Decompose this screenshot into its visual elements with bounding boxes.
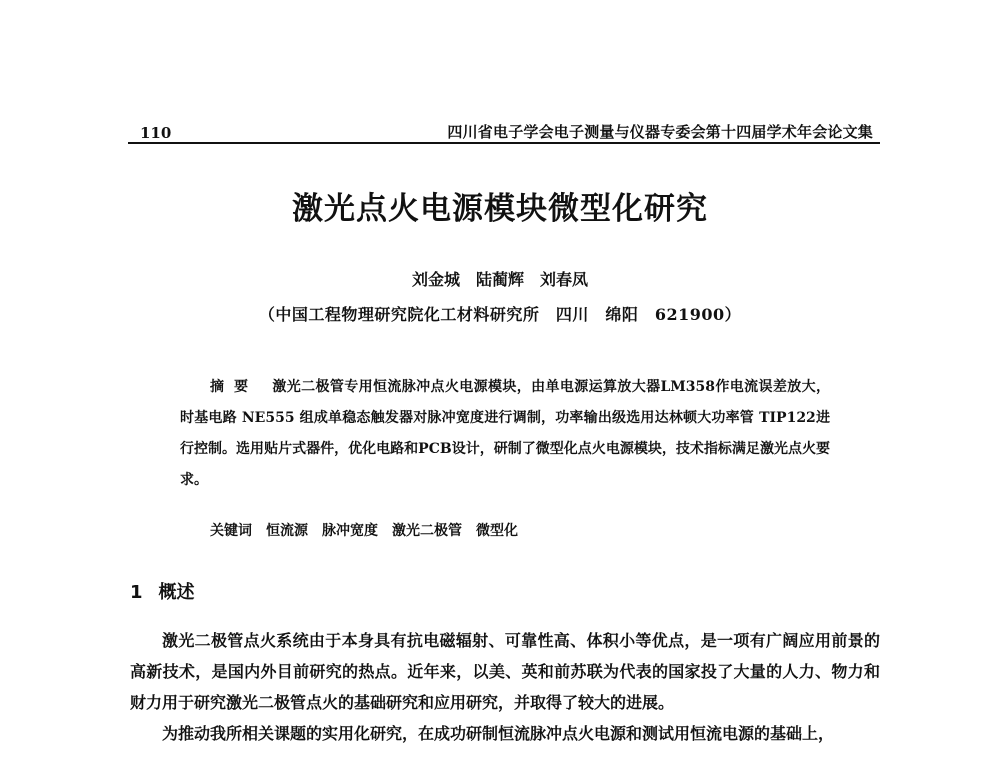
body-paragraph: 激光二极管点火系统由于本身具有抗电磁辐射、可靠性高、体积小等优点，是一项有广阔应用前景的高新技术，是国内外目前研究的热点。近年来，以美、英和前苏联为代表的国家投了大量的人力、物力和财力用于研究激光二极管点火的基础研究和应用研究，并取得了较大的进展。 (130, 631, 880, 712)
abstract-label: 摘要 (210, 379, 258, 395)
body-text (130, 625, 880, 749)
abstract-text: 激光二极管专用恒流脉冲点火电源模块，由单电源运算放大器LM358作电流误差放大，时基电路 NE555 组成单稳态触发器对脉冲宽度进行调制，功率输出级选用达林顿大功率管 TIP122进行控制。选用贴片式器件，优化电路和PCB设计，研制了微型化点火电源模块，技术指标满足激光点火要求。 (180, 379, 830, 488)
section-heading (130, 578, 195, 604)
section-number: 1 (130, 582, 143, 603)
abstract (180, 372, 830, 496)
affiliation: （中国工程物理研究院化工材料研究所 四川 绵阳 621900） (258, 305, 742, 324)
keywords-items: 恒流源 脉冲宽度 激光二极管 微型化 (266, 523, 518, 539)
page-number: 110 (140, 124, 172, 142)
header-rule (128, 142, 880, 144)
authors: 刘金城 陆蔺辉 刘春凤 (411, 270, 588, 289)
keywords (210, 520, 518, 540)
keywords-label: 关键词 (210, 523, 252, 539)
body-paragraph: 为推动我所相关课题的实用化研究，在成功研制恒流脉冲点火电源和测试用恒流电源的基础上， (162, 724, 835, 743)
running-header: 四川省电子学会电子测量与仪器专委会第十四届学术年会论文集 (447, 123, 873, 141)
section-title: 概述 (158, 582, 195, 603)
paper-title: 激光点火电源模块微型化研究 (292, 191, 708, 227)
